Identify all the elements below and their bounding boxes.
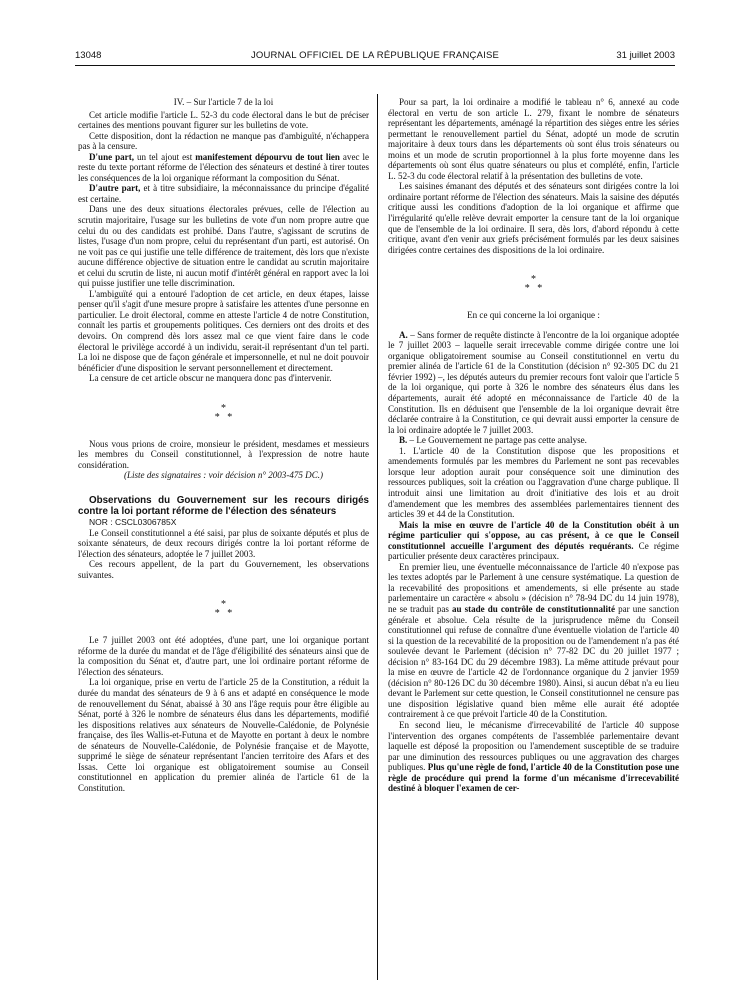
asterism-separator: * * * [214,599,233,620]
paragraph: D'autre part, et à titre subsidiaire, la méconnaissance du principe d'égalité est certaine. [78,183,370,204]
paragraph: Le 7 juillet 2003 ont été adoptées, d'une part, une loi organique portant réforme de la durée du mandat et de l'âge d'éligibilité des sénateurs ainsi que de la composition du Sénat et, d'autre part, une loi ordinaire portant réforme de l'élection des sénateurs. [78,635,369,677]
bold-phrase: Mais la mise en œuvre de l'article 40 de la Constitution obéit à un régime particulier qui s'oppose, au cas présent, à ce que le Conseil constitutionnel accueille l'argument des députés requérants. [388,519,679,551]
paragraph: Les saisines émanant des députés et des sénateurs sont dirigées contre la loi ordinaire portant réforme de l'élection des sénateurs. Mais la saisine des députés critique aussi les conditions d'adoption de la loi organique et affirme que l'irrégularité qu'elle relève devrait emporter la censure tant de la loi organique que de l'ensemble de la loi ordinaire. Il sera, dès lors, d'abord répondu à cette critique, avant d'en venir aux griefs précisément formulés par les deux saisines dirigées contre certaines des dispositions de la loi ordinaire. [388,181,679,255]
paragraph-closing: Nous vous prions de croire, monsieur le président, mesdames et messieurs les membres du Conseil constitutionnel, à l'expression de notre haute considération. [78,438,369,470]
paragraph: En premier lieu, une éventuelle méconnaissance de l'article 40 n'expose pas les textes adoptés par le Parlement à une censure systématique. La question de la recevabilité des propositions et amendements, si elle présente au stade parlementaire un caractère « absolu » (décision n° 78-94 DC du 14 juin 1978), ne se traduit pas au stade du contrôle de constitutionnalité par une sanction générale et absolue. Cela résulte de la jurisprudence même du Conseil constitutionnel qui refuse de connaître d'une éventuelle violation de l'article 40 si la question de la recevabilité de la proposition ou de l'amendement n'a pas été soulevée devant le Parlement (décision n° 77-82 DC du 20 juillet 1977 ; décision n° 83-164 DC du 29 décembre 1983). La même attitude prévaut pour la mise en œuvre de l'article 42 de l'ordonnance organique du 2 janvier 1959 (décision n° 80-126 DC du 30 décembre 1980). Ainsi, si aucun débat n'a eu lieu devant le Parlement sur cette question, le Conseil constitutionnel ne censure pas une disposition législative quand bien même elle aurait été adoptée contrairement à ce que prévoit l'article 40 de la Constitution. [388,561,679,720]
subsection-heading: En ce qui concerne la loi organique : [467,310,600,321]
header-rule [75,65,675,66]
paragraph: Ces recours appellent, de la part du Gouvernement, les observations suivantes. [78,559,369,580]
paragraph: D'une part, un tel ajout est manifestement dépourvu de tout lien avec le reste du texte portant réforme de l'élection des sénateurs et destiné à tirer toutes les conséquences de la loi organique réformant la composition du Sénat. [78,151,370,183]
bold-lead: D'autre part, [89,183,141,194]
nor-reference: NOR : CSCL0306785X [89,516,177,527]
bold-lead: B. [399,435,408,446]
left-column [78,97,369,793]
asterism-separator: * * * [524,274,543,295]
paragraph: En second lieu, le mécanisme d'irrecevabilité de l'article 40 suppose l'intervention des organes compétents de l'assemblée parlementaire devant laquelle est déposé la proposition ou l'amendement susceptible de se traduire par une diminution des ressources publiques ou une aggravation des charges publiques. Plus qu'une règle de fond, l'article 40 de la Constitution pose une règle de procédure qui prend la forme d'un mécanisme d'irrecevabilité destiné à bloquer l'examen de cer- [388,719,679,794]
section-title-article-7: IV. – Sur l'article 7 de la loi [173,97,274,107]
bold-lead: D'une part, [89,151,134,162]
paragraph: Cette disposition, dont la rédaction ne manque pas d'ambiguïté, n'échappera pas à la censure. [78,130,369,152]
paragraph: Pour sa part, la loi ordinaire a modifié le tableau n° 6, annexé au code électoral en vertu de son article L. 279, fixant le nombre de sénateurs représentant les départements, aménagé la répartition des sièges entre les séries permettant le renouvellement partiel du Sénat, adopté un mode de scrutin majoritaire à deux tours dans les départements où sont élus trois sénateurs ou moins et un mode de scrutin proportionnel à la plus forte moyenne dans les départements où sont élus quatre sénateurs ou plus et complété, enfin, l'article L. 52-3 du code électoral relatif à la présentation des bulletins de vote. [388,97,679,181]
observations-title: Observations du Gouvernement sur les recours dirigés contre la loi portant réforme de l'élection des sénateurs [78,494,369,517]
paragraph: La loi organique, prise en vertu de l'article 25 de la Constitution, a réduit la durée du mandat des sénateurs de 9 à 6 ans et adapté en conséquence le mode de renouvellement du Sénat, abaissé à 30 ans l'âge requis pour être éligible au Sénat, porté à 326 le nombre de sénateurs élus dans les départements, modifié les dispositions relatives aux sénateurs de Nouvelle-Calédonie, de Polynésie française, des îles Wallis-et-Futuna et de Mayotte en portant à deux le nombre de sénateurs de Nouvelle-Calédonie, de Polynésie française et de Mayotte, supprimé le siège de sénateur représentant l'ancien territoire des Afars et des Issas. Cette loi organique est obligatoirement soumise au Conseil constitutionnel en application du premier alinéa de l'article 61 de la Constitution. [78,677,369,793]
right-column [388,97,679,794]
journal-title: JOURNAL OFFICIEL DE LA RÉPUBLIQUE FRANÇAISE [250,50,500,61]
issue-date: 31 juillet 2003 [616,50,675,61]
paragraph: La censure de cet article obscur ne manquera donc pas d'intervenir. [89,373,332,384]
signatories-note: (Liste des signataires : voir décision n° 2003-475 DC.) [123,470,324,481]
bold-phrase: Plus qu'une règle de fond, l'article 40 de la Constitution pose une règle de procédure qui prend la forme d'un mécanisme d'irrecevabilité destiné à bloquer l'examen de cer- [388,762,679,794]
paragraph: Mais la mise en œuvre de l'article 40 de la Constitution obéit à un régime particulier qui s'oppose, au cas présent, à ce que le Conseil constitutionnel accueille l'argument des députés requérants. Ce régime particulier présente deux caractères principaux. [388,519,679,562]
paragraph: A. – Sans former de requête distincte à l'encontre de la loi organique adoptée le 7 juillet 2003 – laquelle serait irrecevable comme dirigée contre une loi organique obligatoirement soumise au Conseil constitutionnel en vertu du premier alinéa de l'article 61 de la Constitution (décision n° 92-305 DC du 21 février 1992) –, les députés auteurs du premier recours font valoir que l'article 5 de la loi organique, qui porte à 326 le nombre des sénateurs élus dans les départements, aurait été adopté en méconnaissance de l'article 40 de la Constitution. Ils en déduisent que l'ensemble de la loi organique devrait être déclarée contraire à la Constitution, ce qui devrait aussi emporter la censure de la loi ordinaire adoptée le 7 juillet 2003. [388,329,679,435]
paragraph: Le Conseil constitutionnel a été saisi, par plus de soixante députés et plus de soixante sénateurs, de deux recours dirigés contre la loi portant réforme de l'élection des sénateurs, adoptée le 7 juillet 2003. [78,527,369,559]
page-header [75,50,675,64]
column-divider [377,94,378,980]
paragraph: Cet article modifie l'article L. 52-3 du code électoral dans le but de préciser certaines des mentions pouvant figurer sur les bulletins de vote. [78,109,369,131]
paragraph: 1. L'article 40 de la Constitution dispose que les propositions et amendements formulés par les membres du Parlement ne sont pas recevables lorsque leur adoption aurait pour conséquence soit une diminution des ressources publiques, soit la création ou l'aggravation d'une charge publique. Il introduit ainsi une limitation au droit d'initiative des lois et au droit d'amendement que les membres des assemblées parlementaires tiennent des articles 39 et 44 de la Constitution. [388,445,679,520]
paragraph: Dans une des deux situations électorales prévues, celle de l'élection au scrutin majoritaire, l'usage sur les bulletins de vote d'un nom propre autre que celui du ou des candidats est prohibé. Dans l'autre, s'agissant de scrutins de listes, l'usage d'un nom propre, celui du représentant d'un parti, est autorisé. On ne voit pas ce qui justifie une telle différence de traitement, dès lors que n'existe aucune différence objective de situation entre le candidat au scrutin majoritaire et celui du scrutin de liste, ni aucun motif d'intérêt général en rapport avec la loi qui puisse justifier une telle discrimination. [78,204,369,289]
bold-phrase: manifestement dépourvu de tout lien [195,151,340,162]
asterism-separator: * * * [214,402,233,423]
page-number: 13048 [75,50,102,61]
bold-lead: A. [399,329,408,340]
paragraph: L'ambiguïté qui a entouré l'adoption de cet article, en deux étapes, laisse penser qu'il s'agit d'une mesure propre à satisfaire les attentes d'une personne en particulier. Le droit électoral, comme en atteste l'article 4 de notre Constitution, connaît les partis et groupements politiques. Ces derniers ont des droits et des devoirs. On comprend dès lors assez mal ce que vient faire dans le code électoral le privilège accordé à un individu, serait-il représentant d'un tel parti. La loi ne dispose que de façon générale et impersonnelle, et nul ne doit pouvoir bénéficier d'une disposition le servant personnellement et directement. [78,288,369,373]
bold-phrase: au stade du contrôle de constitutionnalité [451,603,616,614]
paragraph: B. – Le Gouvernement ne partage pas cette analyse. [399,435,587,446]
